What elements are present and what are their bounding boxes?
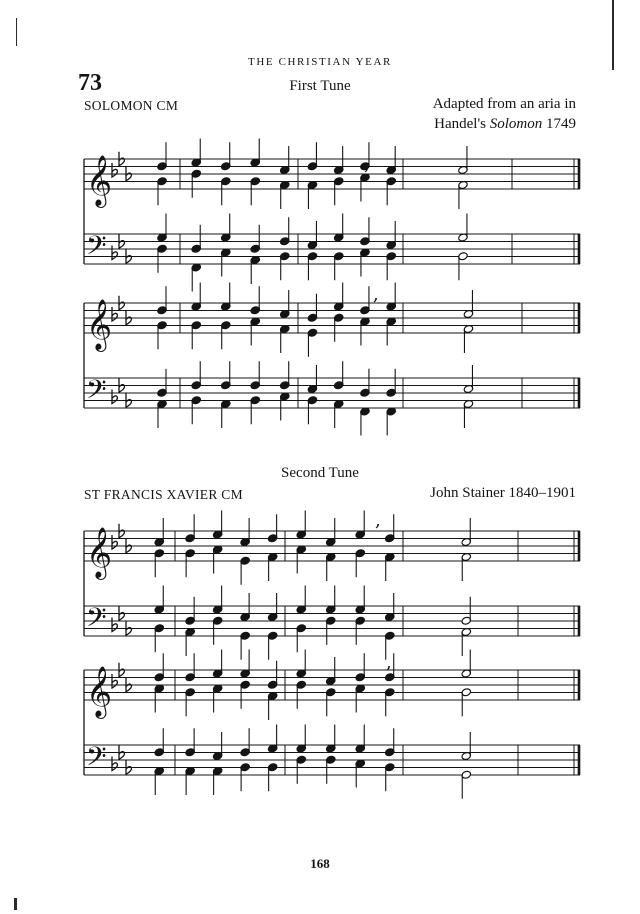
tune-2-heading: Second Tune [281, 465, 359, 481]
treble-clef: 𝄞 [86, 527, 113, 578]
binding-edge-mark [14, 898, 17, 910]
attribution-year: 1749 [542, 116, 576, 132]
tune-2-name: ST FRANCIS XAVIER CM [84, 487, 243, 502]
attribution-work-title: Solomon [489, 116, 543, 132]
flat-accidental [112, 163, 117, 177]
treble-clef: 𝄞 [86, 299, 113, 350]
hymn-number: 73 [78, 70, 102, 96]
binding-edge-mark [612, 0, 614, 70]
tune-1-heading: First Tune [289, 78, 351, 94]
tune-1-name: SOLOMON CM [84, 98, 179, 113]
binding-edge-mark [16, 18, 17, 46]
treble-clef: 𝄞 [86, 666, 113, 717]
breath-mark: , [364, 154, 370, 175]
breath-mark: , [386, 652, 392, 673]
flat-accidental [112, 674, 117, 688]
flat-accidental [112, 757, 117, 771]
flat-accidental [112, 307, 117, 321]
flat-accidental [112, 390, 117, 404]
attribution-prefix: Handel's [434, 116, 490, 132]
tune-1-attribution-line-1: Adapted from an aria in [432, 96, 576, 112]
page-number: 168 [310, 856, 330, 871]
flat-accidental [112, 618, 117, 632]
treble-clef: 𝄞 [86, 155, 113, 206]
bass-clef: 𝄢 [86, 740, 107, 779]
breath-mark: , [373, 284, 379, 305]
running-head: THE CHRISTIAN YEAR [248, 56, 392, 68]
flat-accidental [112, 246, 117, 260]
tune-2-attribution: John Stainer 1840–1901 [430, 485, 576, 501]
flat-accidental [112, 535, 117, 549]
bass-clef: 𝄢 [86, 601, 107, 640]
bass-clef: 𝄢 [86, 229, 107, 268]
breath-mark: , [375, 510, 381, 531]
bass-clef: 𝄢 [86, 373, 107, 412]
